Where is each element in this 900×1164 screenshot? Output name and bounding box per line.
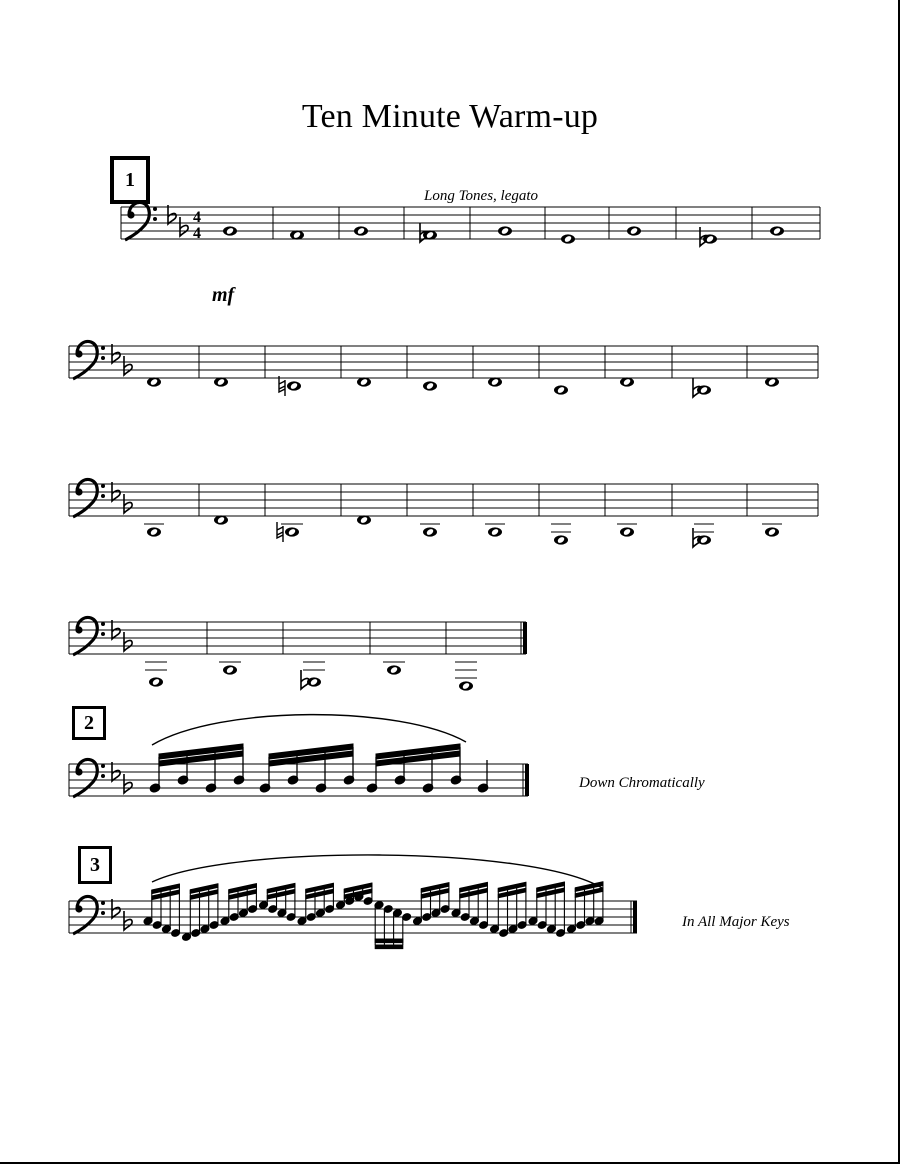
exercise-number-box	[72, 706, 106, 740]
exercise-number: 1	[125, 168, 135, 191]
staff-system-1	[121, 203, 820, 247]
flat-icon	[168, 205, 176, 224]
beam	[375, 939, 403, 943]
staff-system-3	[69, 480, 818, 548]
staff-system-5	[69, 715, 529, 797]
bass-clef-icon	[125, 203, 157, 241]
scale-notes	[143, 882, 604, 949]
direction-text: Down Chromatically	[579, 775, 705, 791]
dynamic-marking: mf	[212, 284, 235, 306]
exercise-number: 2	[84, 711, 94, 734]
beam	[375, 945, 403, 949]
staff-system-2	[69, 342, 818, 398]
time-signature-bottom: 4	[193, 225, 201, 242]
staff-system-4	[69, 618, 527, 691]
flat-icon	[180, 217, 188, 236]
exercise-number: 3	[90, 853, 100, 876]
page-title: Ten Minute Warm-up	[301, 98, 599, 135]
direction-text: Long Tones, legato	[424, 188, 539, 204]
time-signature-top: 4	[193, 209, 201, 226]
exercise-number-box	[78, 846, 112, 884]
staff-system-6	[69, 855, 637, 949]
direction-text: In All Major Keys	[682, 914, 790, 930]
